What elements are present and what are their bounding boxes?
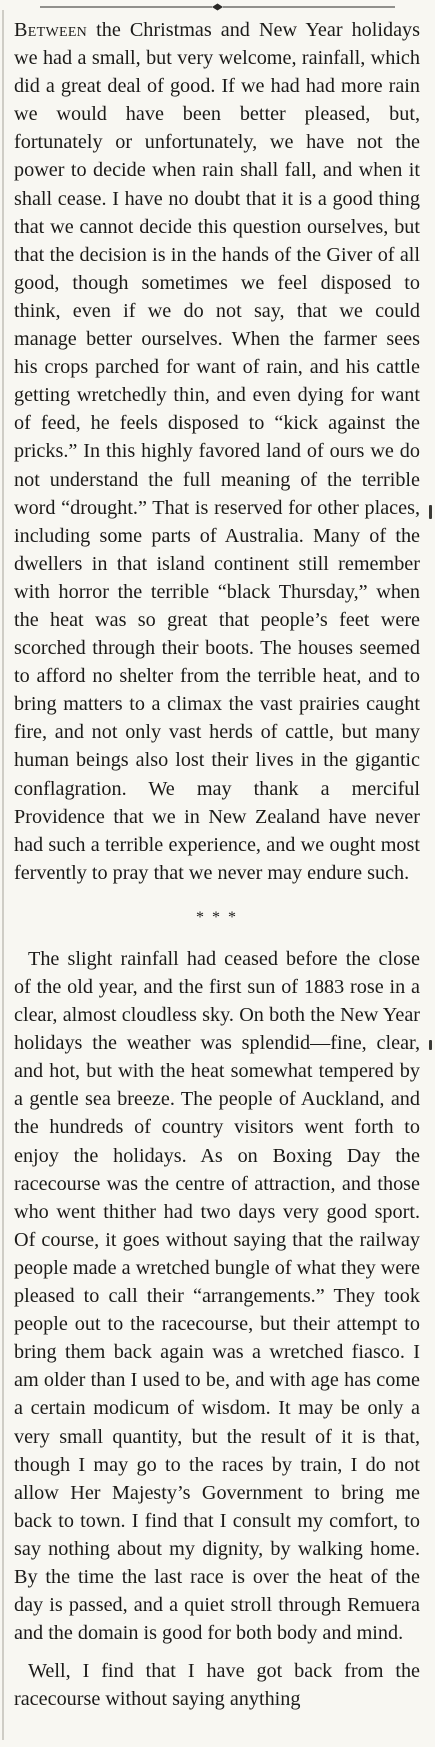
paragraph-new-year (14, 945, 420, 1647)
column-ornament-rule (40, 3, 395, 11)
section-asterism (14, 901, 420, 935)
paragraph-text: Well, I find that I have got back from the racecourse without saying anything (14, 1660, 420, 1711)
paragraph-lead-word: Between (14, 19, 88, 41)
paragraph-text: the Christmas and New Year holidays we had a small, but very welcome, rainfall, which did a great deal of good. If we had had more rain we would have been better pleased, but, fortunately or unfortunately, we have not the power to decide when rain shall fall, and when it shall cease. I have no doubt that it is a good thing that we cannot decide this question ourselves, but that the decision is in the hands of the Giver of all good, though sometimes we feel disposed to think, even if we do not say, that we could manage better ourselves. When the farmer sees his crops parched for want of rain, and his cattle getting wretchedly thin, and even dying for want of feed, he feels disposed to “kick against the pricks.” In this highly favored land of ours we do not understand the full meaning of the terrible word “drought.” That is reserved for other places, including some parts of Australia. Many of the dwellers in that island continent still remember with horror the terrible “black Thursday,” when the heat was so great that people’s feet were scorched through their boots. The houses seemed to afford no shelter from the terrible heat, and to bring matters to a climax the vast prairies caught fire, and not only vast herds of cattle, but many human beings also lost their lives in the gigantic conflagration. We may thank a merciful Providence that we in New Zealand have never had such a terrible experience, and we ought most fervently to pray that we never may endure such. (14, 19, 420, 884)
paragraph-rainfall (14, 16, 420, 887)
column-gutter-rule (2, 10, 4, 1740)
print-speck (429, 1040, 432, 1050)
print-speck (429, 505, 432, 519)
paragraph-racecourse (14, 1657, 420, 1713)
paragraph-text: The slight rainfall had ceased before the close of the old year, and the first sun of 1883 rose in a clear, almost cloudless sky. On both the New Year holidays the weather was splendid—fine, clear, and hot, but with the heat somewhat tempered by a gentle sea breeze. The people of Auckland, and the hundreds of country visitors went forth to enjoy the holidays. As on Boxing Day the racecourse was the centre of attraction, and those who went thither had two days very good sport. Of course, it goes without saying that the railway people made a wretched bungle of what they were pleased to call their “arrangements.” They took people out to the racecourse, but their attempt to bring them back again was a wretched fiasco. I am older than I used to be, and with age has come a certain modicum of wisdom. It may be only a very small quantity, but the result of it is that, though I may go to the races by train, I do not allow Her Majesty’s Government to bring me back to town. I find that I consult my comfort, to say nothing about my dignity, by walking home. By the time the last race is over the heat of the day is passed, and a quiet stroll through Remuera and the domain is good for both body and mind. (14, 947, 420, 1645)
asterism-mark: * * * (196, 908, 238, 926)
article-column (14, 16, 420, 1713)
